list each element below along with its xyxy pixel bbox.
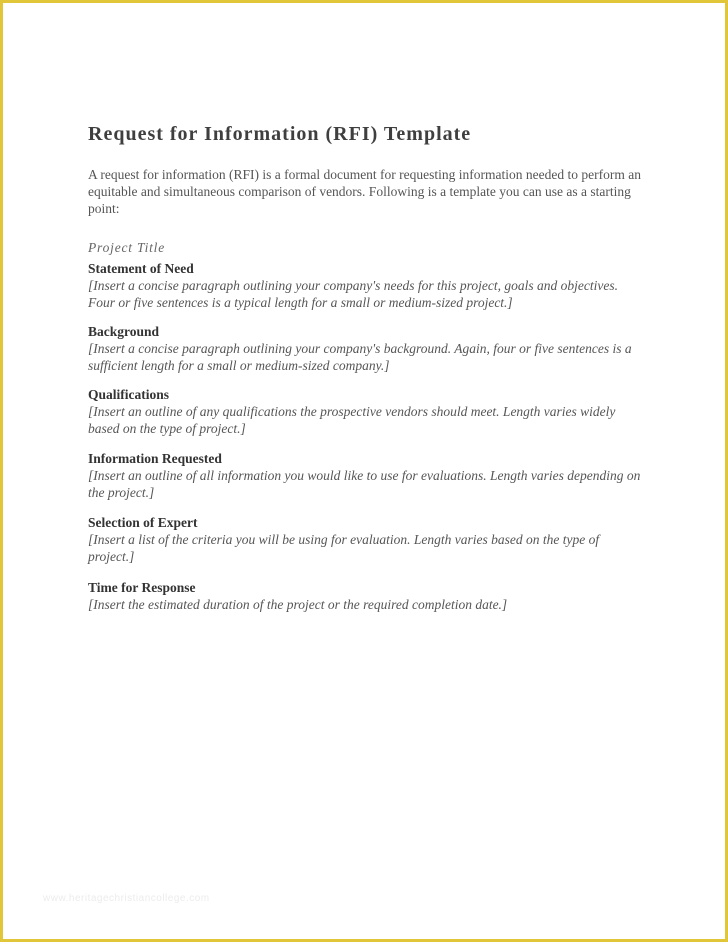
section-body: [Insert an outline of any qualifications the prospective vendors should meet. Length varies widely based on the type of project.] xyxy=(88,404,616,436)
watermark: www.heritagechristiancollege.com xyxy=(43,893,210,904)
section-body: [Insert an outline of all information you would like to use for evaluations. Length varies depending on the project.] xyxy=(88,468,641,500)
section-heading: Background xyxy=(88,324,160,339)
section-heading: Selection of Expert xyxy=(88,515,198,530)
section-background xyxy=(88,323,648,374)
section-body: [Insert a concise paragraph outlining your company's needs for this project, goals and objectives. Four or five sentences is a typical length for a small or medium-sized project.] xyxy=(88,278,618,310)
section-selection-of-expert xyxy=(88,514,648,565)
section-body: [Insert a list of the criteria you will be using for evaluation. Length varies based on the type of project.] xyxy=(88,532,600,564)
section-heading: Statement of Need xyxy=(88,261,194,276)
section-body: [Insert the estimated duration of the project or the required completion date.] xyxy=(88,597,508,612)
section-information-requested xyxy=(88,450,648,501)
section-heading: Time for Response xyxy=(88,580,196,595)
section-body: [Insert a concise paragraph outlining your company's background. Again, four or five sentences is a sufficient length for a small or medium-sized company.] xyxy=(88,341,632,373)
section-heading: Information Requested xyxy=(88,451,222,466)
document-title: Request for Information (RFI) Template xyxy=(88,123,472,145)
intro-paragraph: A request for information (RFI) is a formal document for requesting information needed to perform an equitable and simultaneous comparison of vendors. Following is a template you can use as a starting point: xyxy=(88,167,641,216)
section-statement-of-need xyxy=(88,260,648,311)
section-qualifications xyxy=(88,386,648,437)
section-time-for-response xyxy=(88,579,648,613)
project-title-placeholder: Project Title xyxy=(88,240,166,255)
section-heading: Qualifications xyxy=(88,387,170,402)
